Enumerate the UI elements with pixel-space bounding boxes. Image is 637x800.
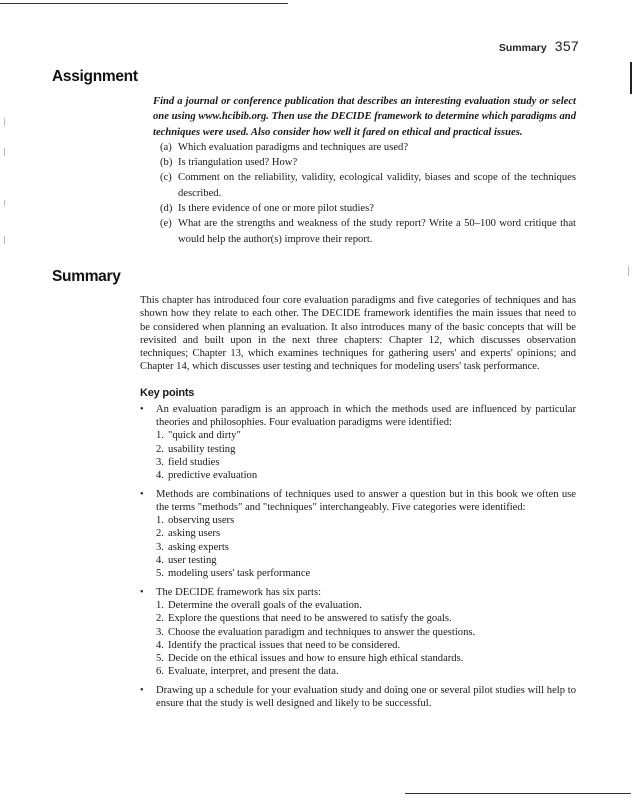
sublist-number: 1. (156, 515, 164, 527)
question-item (140, 155, 576, 170)
question-marker: (e) (160, 218, 172, 230)
sublist-text: Evaluate, interpret, and present the data. (168, 666, 339, 678)
key-point-text: The DECIDE framework has six parts: (156, 586, 322, 598)
key-point-sublist (156, 599, 576, 679)
sublist-number: 4. (156, 639, 164, 651)
sublist-number: 6. (156, 666, 164, 678)
sublist-item (156, 626, 576, 639)
sublist-number: 2. (156, 443, 164, 455)
key-point (140, 488, 576, 581)
question-text: Comment on the reliability, validity, ecological validity, biases and scope of the techniques described. (178, 172, 576, 199)
question-marker: (d) (160, 203, 173, 215)
page-number: 357 (554, 38, 579, 54)
bottom-rule (405, 793, 631, 794)
sublist-item (156, 567, 576, 580)
sublist-number: 4. (156, 470, 164, 482)
scan-tick (4, 118, 5, 126)
summary-block (140, 294, 576, 710)
key-point (140, 684, 576, 711)
sublist-item (156, 456, 576, 469)
bullet-glyph: • (140, 586, 144, 598)
bullet-glyph: • (140, 403, 144, 415)
sublist-text: modeling users' task performance (168, 568, 311, 580)
running-head-title: Summary (498, 42, 547, 54)
sublist-number: 3. (156, 626, 164, 638)
key-point (140, 403, 576, 483)
sublist-item (156, 599, 576, 612)
right-margin-rule (630, 62, 632, 94)
question-item (140, 140, 576, 155)
key-point-sublist (156, 429, 576, 482)
sublist-text: field studies (168, 456, 220, 468)
sublist-text: "quick and dirty" (168, 430, 241, 442)
sublist-text: usability testing (168, 443, 236, 455)
running-head (499, 38, 579, 54)
scan-tick (4, 200, 5, 206)
sublist-item (156, 443, 576, 456)
sublist-item (156, 652, 576, 665)
key-points-list (140, 403, 576, 711)
sublist-text: Choose the evaluation paradigm and techniques to answer the questions. (168, 626, 476, 638)
assignment-heading: Assignment (52, 68, 138, 85)
sublist-text: Explore the questions that need to be answered to satisfy the goals. (168, 613, 452, 625)
sublist-number: 3. (156, 541, 164, 553)
sublist-text: asking users (168, 528, 221, 540)
question-text: What are the strengths and weakness of the study report? Write a 50–100 word critique that would help the author(s) improve their report. (178, 218, 576, 245)
sublist-item (156, 527, 576, 540)
sublist-number: 3. (156, 456, 164, 468)
bullet-glyph: • (140, 684, 144, 696)
top-rule (0, 3, 288, 4)
key-point-text: Drawing up a schedule for your evaluation study and doing one or several pilot studies will help to ensure that the study is well designed and likely to be successful. (156, 684, 576, 710)
sublist-text: Determine the overall goals of the evaluation. (168, 599, 362, 611)
sublist-item (156, 514, 576, 527)
scan-tick (4, 236, 5, 244)
sublist-item (156, 554, 576, 567)
key-point-sublist (156, 514, 576, 580)
sublist-text: Decide on the ethical issues and how to ensure high ethical standards. (168, 653, 464, 665)
question-marker: (c) (160, 172, 172, 184)
key-point-text: An evaluation paradigm is an approach in which the methods used are influenced by particular theories and philosophies. Four evaluation paradigms were identified: (156, 403, 576, 429)
question-marker: (b) (160, 157, 173, 169)
question-item (140, 216, 576, 247)
sublist-number: 1. (156, 599, 164, 611)
key-points-heading: Key points (140, 386, 195, 399)
sublist-number: 4. (156, 555, 164, 567)
key-point (140, 586, 576, 679)
sublist-text: observing users (168, 515, 235, 527)
scan-tick (4, 148, 5, 156)
sublist-item (156, 639, 576, 652)
sublist-number: 5. (156, 568, 164, 580)
sublist-text: predictive evaluation (168, 470, 258, 482)
sublist-item (156, 429, 576, 442)
sublist-number: 2. (156, 613, 164, 625)
sublist-item (156, 665, 576, 678)
bullet-glyph: • (140, 488, 144, 500)
question-item (140, 201, 576, 216)
question-list (140, 140, 576, 247)
sublist-item (156, 541, 576, 554)
sublist-number: 1. (156, 430, 164, 442)
summary-paragraph: This chapter has introduced four core evaluation paradigms and five categories of techniques and has shown how they relate to each other. The DECIDE framework identifies the main issues that need to be considered when planning an evaluation. It also introduces many of the basic concepts that will be revisited and built upon in the next three chapters: Chapter 12, which discusses observation techniques; Chapter 13, which examines techniques for gathering users' and experts' opinions; and Chapter 14, which discusses user testing and techniques for modeling users' task performance. (140, 295, 576, 373)
scan-tick (628, 266, 629, 276)
question-text: Is triangulation used? How? (178, 157, 298, 169)
sublist-number: 5. (156, 653, 164, 665)
key-point-text: Methods are combinations of techniques used to answer a question but in this book we often use the terms "methods" and "techniques" interchangeably. Five categories were identified: (156, 488, 576, 513)
sublist-text: user testing (168, 555, 217, 567)
sublist-number: 2. (156, 528, 164, 540)
sublist-text: asking experts (168, 541, 229, 553)
sublist-item (156, 612, 576, 625)
assignment-intro: Find a journal or conference publication that describes an interesting evaluation study or select one using www.hcibib.org. Then use the DECIDE framework to determine which paradigms and techniques were used. Also consider how well it fared on ethical and practical issues. (153, 96, 576, 138)
sublist-item (156, 469, 576, 482)
question-text: Is there evidence of one or more pilot studies? (178, 203, 374, 215)
question-text: Which evaluation paradigms and techniques are used? (178, 141, 409, 153)
question-marker: (a) (160, 141, 172, 153)
assignment-block (140, 94, 576, 247)
question-item (140, 170, 576, 201)
sublist-text: Identify the practical issues that need to be considered. (168, 639, 401, 651)
summary-heading: Summary (52, 268, 121, 285)
